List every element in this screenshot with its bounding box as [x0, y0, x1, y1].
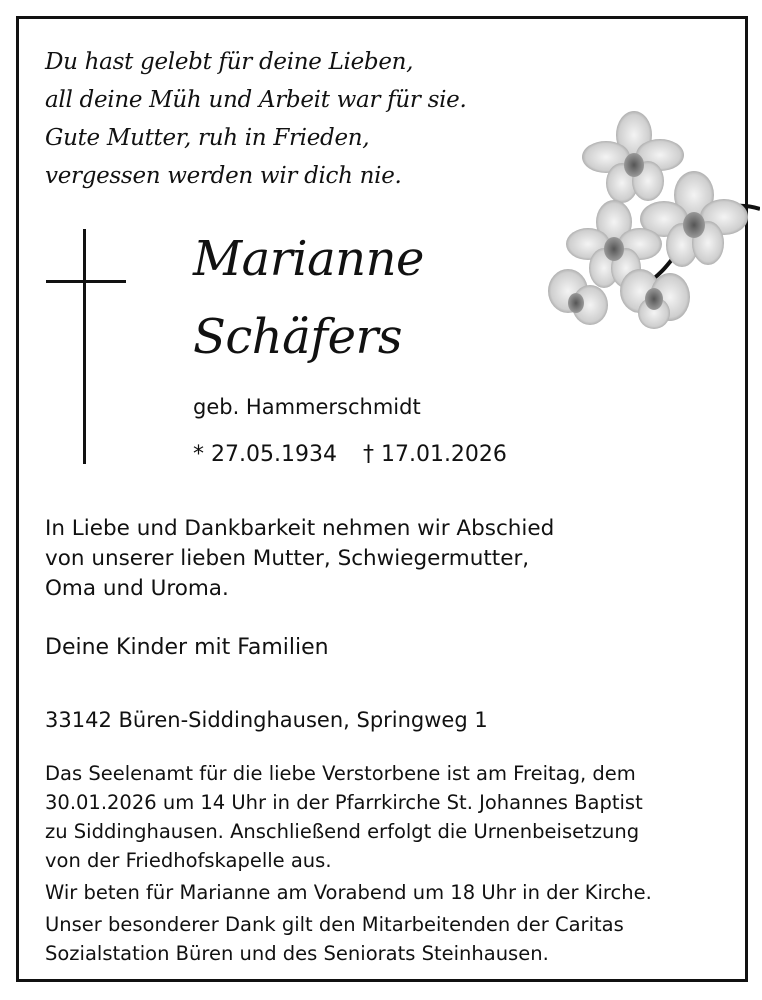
service-line: 30.01.2026 um 14 Uhr in der Pfarrkirche St. Johannes Baptist: [45, 791, 643, 814]
obituary-frame: [16, 16, 748, 982]
poem-line: vergessen werden wir dich nie.: [45, 163, 402, 189]
message-line: In Liebe und Dankbarkeit nehmen wir Abschied: [45, 516, 555, 541]
life-dates: [193, 442, 507, 467]
service-line: von der Friedhofskapelle aus.: [45, 849, 332, 872]
cross-horizontal-bar: [46, 280, 126, 283]
death-date: † 17.01.2026: [362, 442, 507, 467]
address: 33142 Büren-Siddinghausen, Springweg 1: [45, 708, 488, 732]
message-line: Oma und Uroma.: [45, 576, 229, 601]
birth-date: * 27.05.1934: [193, 442, 337, 467]
thanks-paragraph: [45, 910, 652, 968]
cross-vertical-bar: [83, 229, 86, 464]
farewell-message: [45, 514, 554, 604]
prayer-paragraph: [45, 878, 652, 907]
service-line: Das Seelenamt für die liebe Verstorbene ist am Freitag, dem: [45, 762, 636, 785]
service-paragraph: [45, 759, 652, 875]
family-signature: Deine Kinder mit Familien: [45, 635, 329, 660]
first-name: Marianne: [193, 231, 424, 287]
service-line: Wir beten für Marianne am Vorabend um 18 Uhr in der Kirche.: [45, 881, 652, 904]
poem-line: Du hast gelebt für deine Lieben,: [45, 49, 414, 75]
service-line: zu Siddinghausen. Anschließend erfolgt die Urnenbeisetzung: [45, 820, 640, 843]
poem-line: all deine Müh und Arbeit war für sie.: [45, 87, 467, 113]
service-line: Unser besonderer Dank gilt den Mitarbeitenden der Caritas: [45, 913, 624, 936]
message-line: von unserer lieben Mutter, Schwiegermutter,: [45, 546, 530, 571]
last-name: Schäfers: [193, 309, 403, 365]
orchid-icon: [534, 111, 760, 331]
service-info: [45, 759, 652, 971]
poem: [45, 43, 466, 195]
birth-name: geb. Hammerschmidt: [193, 395, 421, 419]
poem-line: Gute Mutter, ruh in Frieden,: [45, 125, 370, 151]
service-line: Sozialstation Büren und des Seniorats Steinhausen.: [45, 942, 549, 965]
